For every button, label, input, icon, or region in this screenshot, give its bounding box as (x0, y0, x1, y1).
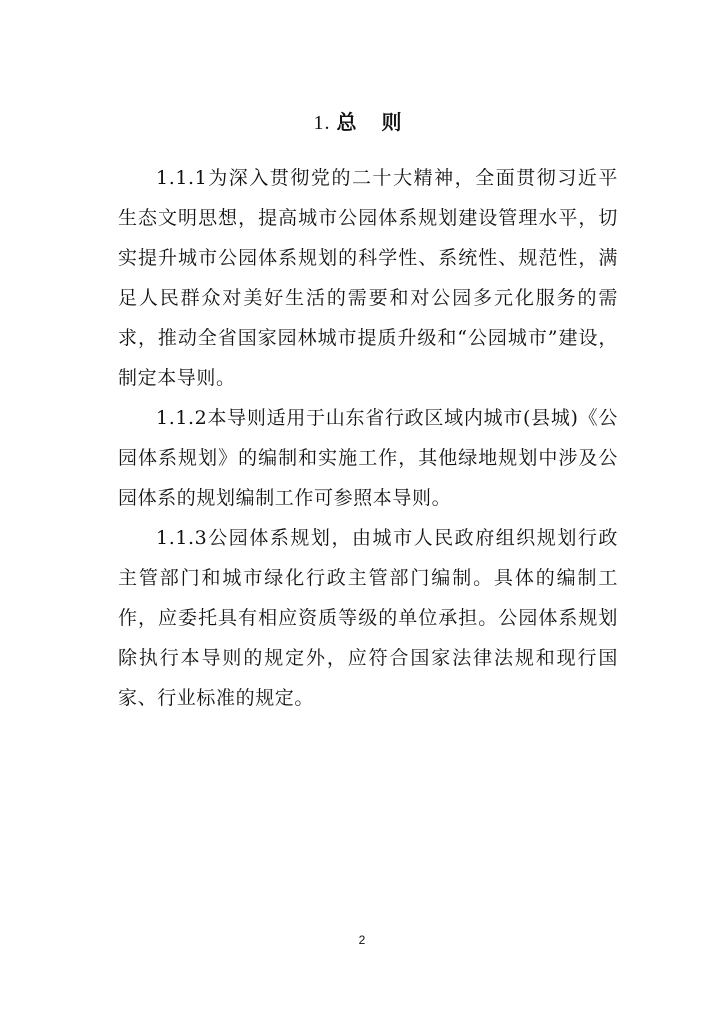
body-text (118, 158, 618, 718)
section-number: 1. (313, 112, 331, 134)
paragraph-1-1-3: 1.1.3公园体系规划，由城市人民政府组织规划行政主管部门和城市绿化行政主管部门编制。具体的编制工作，应委托具有相应资质等级的单位承担。公园体系规划除执行本导则的规定外，应符合国家法律法规和现行国家、行业标准的规定。 (118, 527, 618, 709)
section-heading: 总 则 (336, 110, 411, 134)
page-number: 2 (358, 933, 366, 947)
paragraph-1-1-1: 1.1.1为深入贯彻党的二十大精神，全面贯彻习近平生态文明思想，提高城市公园体系规划建设管理水平，切实提升城市公园体系规划的科学性、系统性、规范性，满足人民群众对美好生活的需要和对公园多元化服务的需求，推动全省国家园林城市提质升级和“公园城市”建设，制定本导则。 (118, 167, 618, 389)
paragraph-1-1-2: 1.1.2本导则适用于山东省行政区域内城市(县城)《公园体系规划》的编制和实施工作，其他绿地规划中涉及公园体系的规划编制工作可参照本导则。 (118, 407, 618, 509)
section-title (0, 109, 724, 136)
